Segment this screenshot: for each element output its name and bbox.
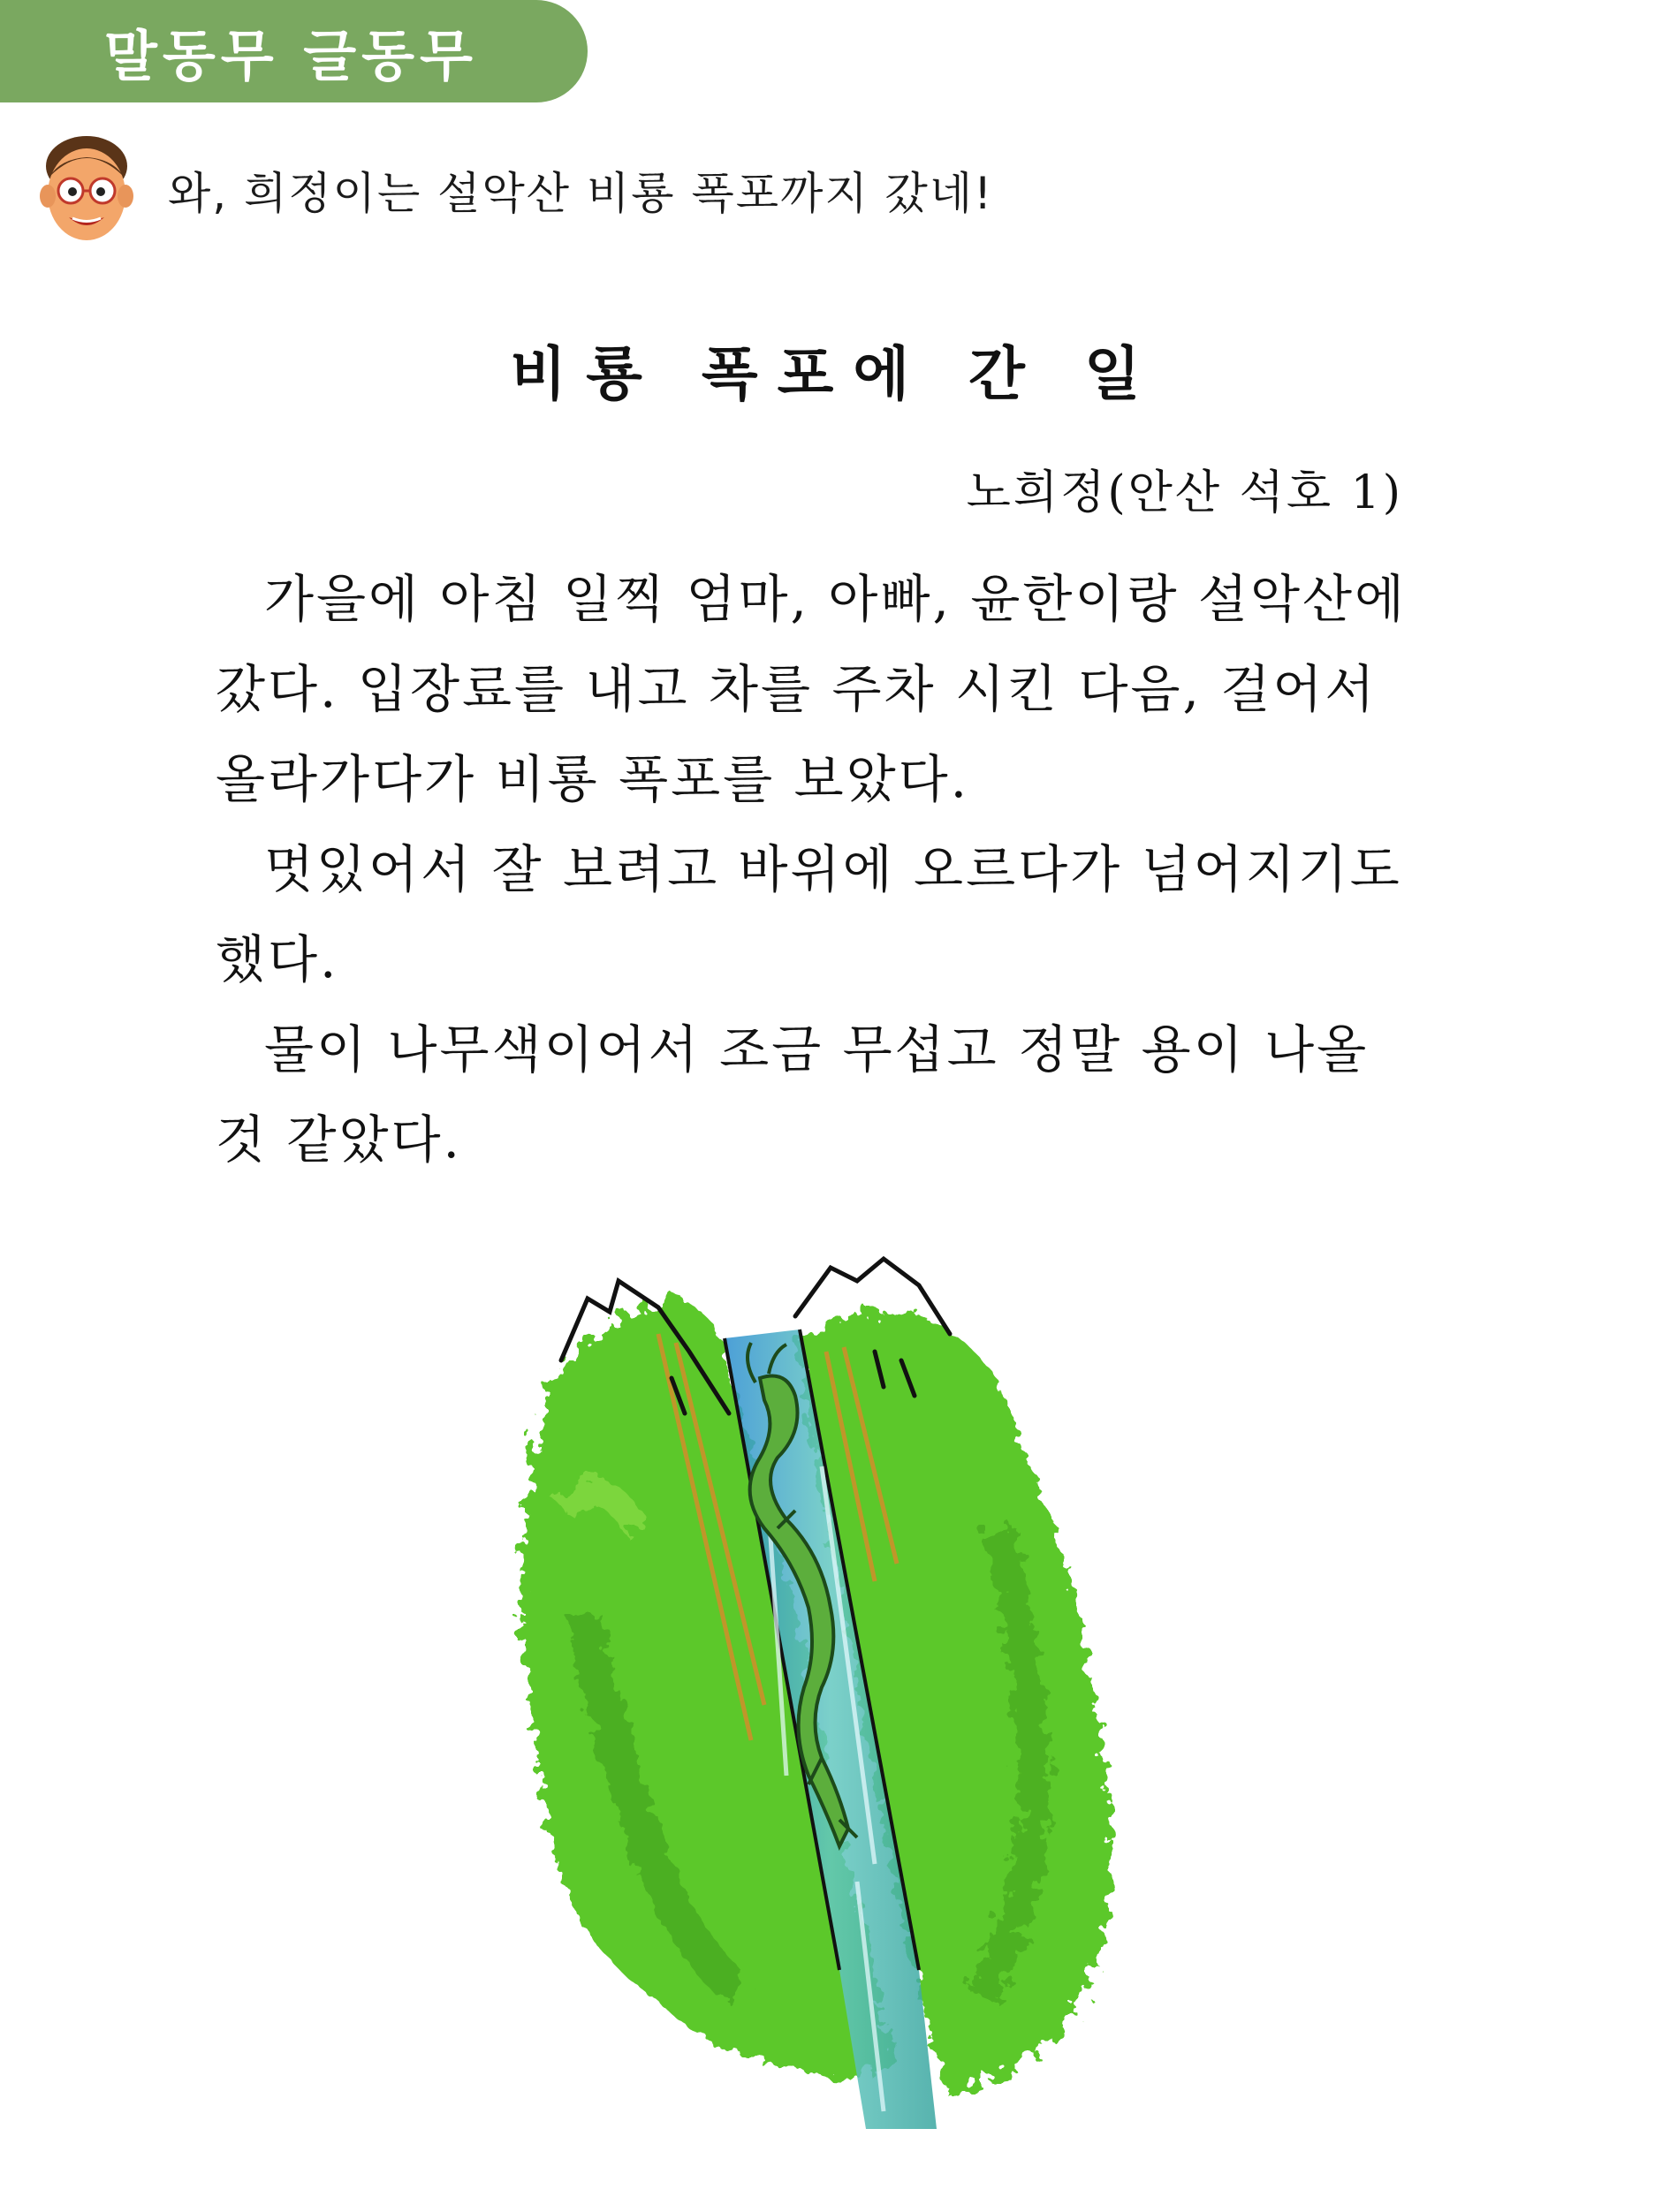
paragraph	[216, 554, 1408, 824]
paragraph	[216, 1004, 1403, 1185]
speech-text: 와, 희정이는 설악산 비룡 폭포까지 갔네!	[168, 168, 994, 219]
paragraph	[216, 824, 1403, 1004]
section-tab	[0, 0, 588, 102]
text-line: 했다.	[216, 929, 339, 989]
text-line: 가을에 아침 일찍 엄마, 아빠, 윤한이랑 설악산에	[264, 569, 1408, 629]
page-title: 비룡 폭포에 간 일	[510, 339, 1160, 408]
text-line: 멋있어서 잘 보려고 바위에 오르다가 넘어지기도	[264, 839, 1402, 899]
text-line: 물이 나무색이어서 조금 무섭고 정말 용이 나올	[264, 1019, 1370, 1079]
text-line: 올라가다가 비룡 폭포를 보았다.	[216, 749, 970, 809]
author-line: 노희정(안산 석호 1)	[966, 466, 1403, 519]
waterfall-dragon-illustration	[504, 1246, 1228, 2147]
speech-row	[34, 133, 993, 247]
text-line: 것 같았다.	[216, 1110, 462, 1170]
text-line: 갔다. 입장료를 내고 차를 주차 시킨 다음, 걸어서	[216, 659, 1378, 719]
boy-avatar-icon	[34, 133, 140, 247]
section-tab-label: 말동무 글동무	[104, 23, 478, 88]
essay-body	[216, 554, 1408, 1185]
